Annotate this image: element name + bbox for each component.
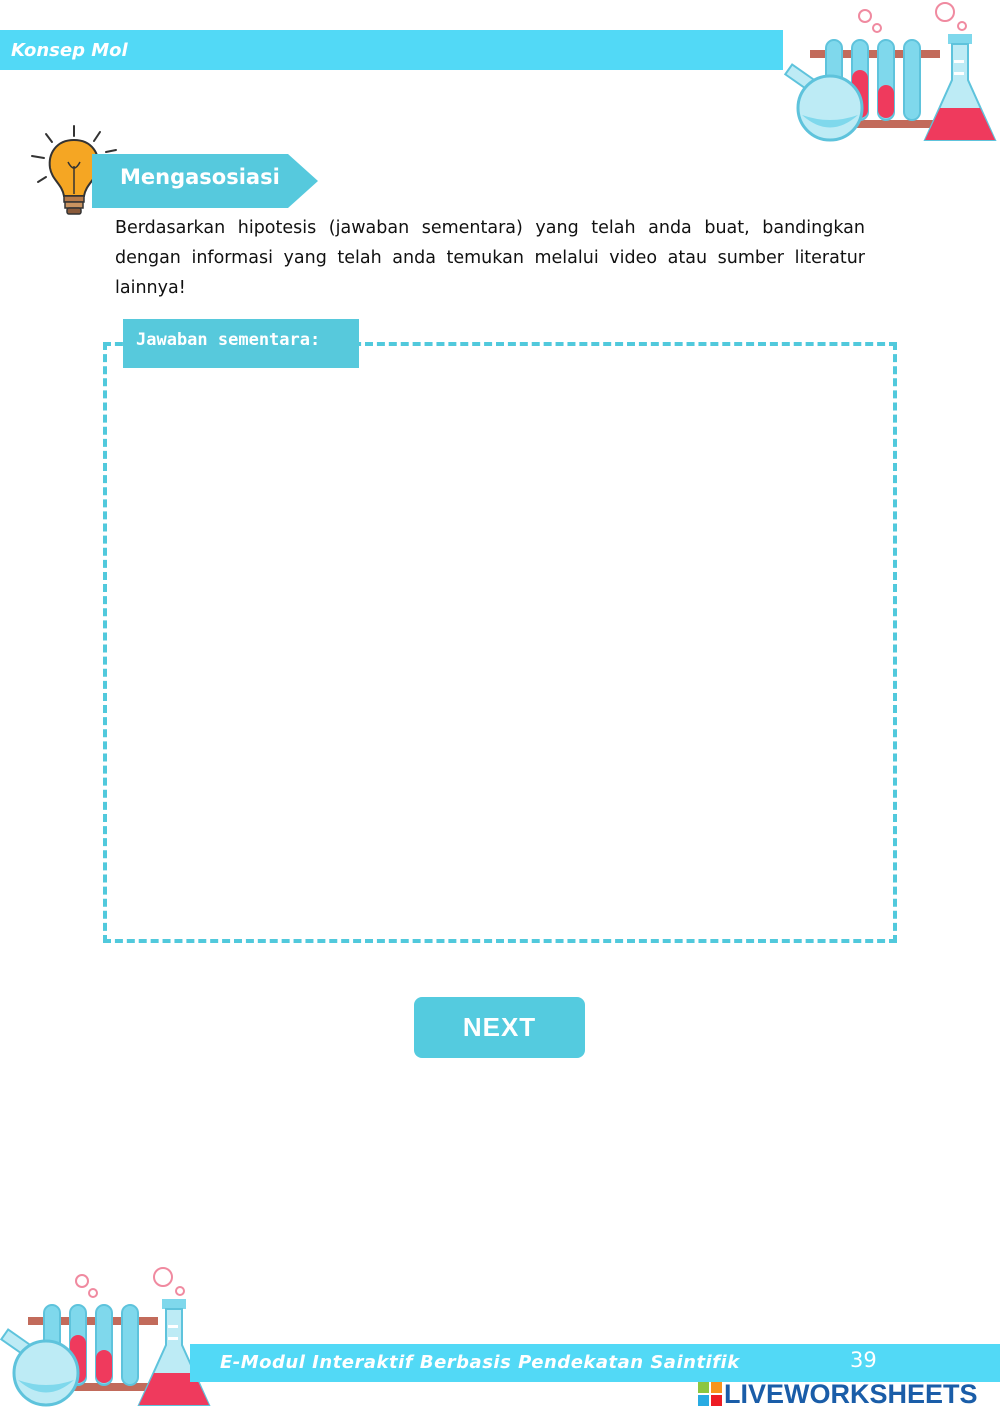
bubbles-icon <box>859 3 966 32</box>
page-number: 39 <box>850 1348 877 1372</box>
instruction-text: Berdasarkan hipotesis (jawaban sementara) yang telah anda buat, bandingkan dengan informasi yang telah anda temukan melalui video atau sumber literatur lainnya! <box>115 218 865 298</box>
header-title: Konsep Mol <box>11 40 128 61</box>
erlenmeyer-flask-icon <box>925 34 995 140</box>
liveworksheets-logo <box>698 1378 978 1410</box>
section-title: Mengasosiasi <box>120 165 280 189</box>
liveworksheets-wordmark: LIVEWORKSHEETS <box>724 1378 978 1409</box>
bubbles-icon <box>76 1268 184 1297</box>
next-button[interactable]: NEXT <box>414 997 585 1058</box>
liveworksheets-badge-icon <box>698 1382 722 1406</box>
footer-title: E-Modul Interaktif Berbasis Pendekatan Saintifik <box>220 1352 740 1373</box>
answer-label: Jawaban sementara: <box>136 330 321 350</box>
round-flask-icon <box>1 1329 78 1405</box>
answer-input[interactable] <box>118 380 882 924</box>
round-flask-icon <box>785 64 862 140</box>
lab-equipment-illustration-bottom <box>0 1265 215 1413</box>
lab-equipment-illustration-top <box>780 0 1000 150</box>
